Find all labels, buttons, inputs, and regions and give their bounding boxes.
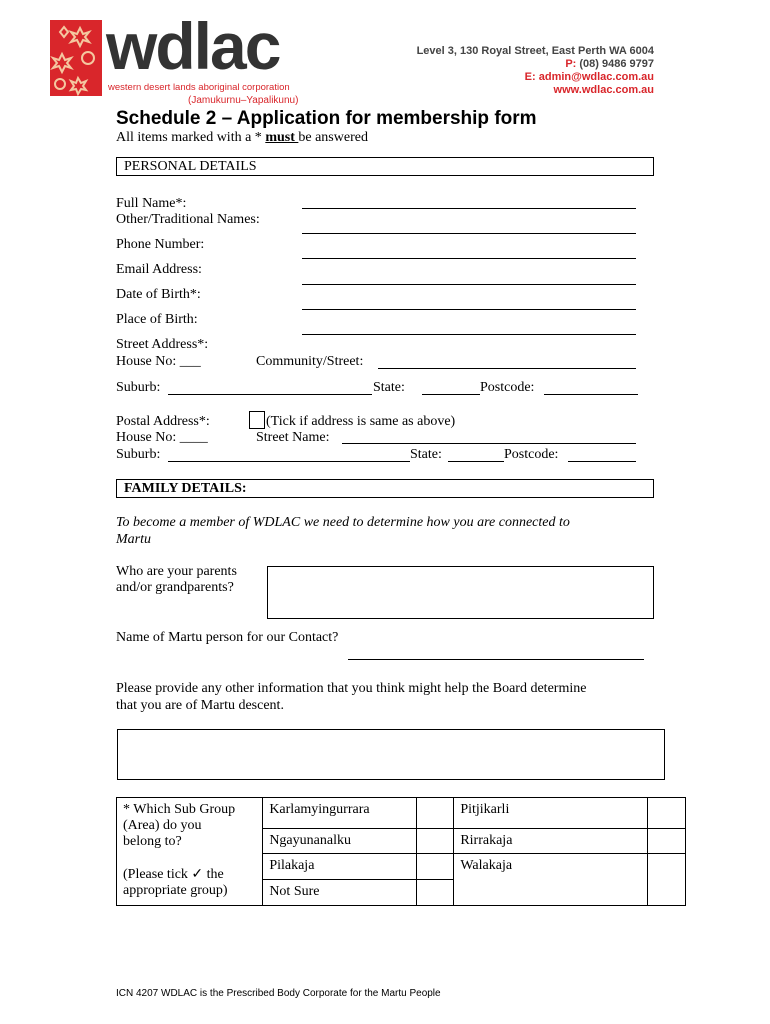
logo-mark-icon	[50, 20, 102, 96]
street-name-label: Street Name:	[256, 430, 330, 445]
email-line[interactable]	[302, 284, 636, 285]
personal-details-heading: PERSONAL DETAILS	[124, 159, 257, 174]
subgroup-table	[116, 797, 686, 906]
suburb-line[interactable]	[168, 394, 372, 395]
contact-phone: (08) 9486 9797	[579, 58, 654, 70]
required-note	[116, 130, 368, 146]
pob-label: Place of Birth:	[116, 312, 198, 327]
required-note-must: must	[265, 130, 299, 145]
parents-label-1: Who are your parents	[116, 564, 237, 579]
phone-label: Phone Number:	[116, 237, 205, 252]
email-label: Email Address:	[116, 262, 202, 277]
postal-postcode-label: Postcode:	[504, 447, 559, 462]
other-names-line[interactable]	[302, 233, 636, 234]
group-label: Ngayunanalku	[263, 829, 416, 854]
postcode-line[interactable]	[544, 394, 638, 395]
required-note-prefix: All items marked with a *	[116, 130, 266, 145]
contact-address: Level 3, 130 Royal Street, East Perth WA 6004	[416, 45, 654, 57]
postal-state-line[interactable]	[448, 461, 504, 462]
group-label: Karlamyingurrara	[263, 798, 416, 829]
phone-line[interactable]	[302, 258, 636, 259]
postal-suburb-label: Suburb:	[116, 447, 161, 462]
street-name-line[interactable]	[342, 443, 636, 444]
subgroup-q2: (Area) do you	[123, 818, 202, 833]
same-address-label: (Tick if address is same as above)	[266, 414, 456, 429]
community-line[interactable]	[378, 368, 636, 369]
contact-block	[417, 45, 654, 97]
other-names-label: Other/Traditional Names:	[116, 212, 260, 227]
community-label: Community/Street:	[256, 354, 364, 369]
contact-line[interactable]	[348, 659, 644, 660]
state-label: State:	[373, 380, 405, 395]
full-name-label: Full Name*:	[116, 196, 187, 211]
postal-postcode-line[interactable]	[568, 461, 636, 462]
logo-wordmark: wdlac	[106, 9, 280, 83]
subgroup-question-cell	[117, 798, 263, 906]
contact-website[interactable]: www.wdlac.com.au	[553, 84, 654, 96]
parents-textbox[interactable]	[267, 566, 654, 619]
subgroup-q3: belong to?	[123, 834, 182, 849]
family-details-heading: FAMILY DETAILS:	[124, 481, 247, 496]
postcode-label: Postcode:	[480, 380, 535, 395]
house-no-label: House No: ___	[116, 354, 201, 369]
parents-label-2: and/or grandparents?	[116, 580, 234, 595]
other-info-1: Please provide any other information that you think might help the Board determine	[116, 681, 587, 696]
postal-house-no-label: House No: ____	[116, 430, 208, 445]
logo	[50, 9, 310, 110]
group-tick-cell[interactable]	[648, 829, 686, 854]
subgroup-tick-1: (Please tick ✓ the	[123, 867, 224, 882]
contact-phone-row	[417, 58, 654, 71]
required-note-suffix: be answered	[298, 130, 368, 145]
street-address-label: Street Address*:	[116, 337, 209, 352]
contact-email-label: E:	[524, 71, 536, 83]
group-label: Pitjikarli	[454, 798, 648, 829]
logo-org-name: western desert lands aboriginal corporation	[108, 82, 290, 93]
group-label: Rirrakaja	[454, 829, 648, 854]
subgroup-q1: * Which Sub Group	[123, 802, 236, 817]
personal-details-header	[116, 157, 654, 176]
subgroup-tick-2: appropriate group)	[123, 883, 228, 898]
family-intro-2: Martu	[116, 532, 151, 547]
postal-suburb-line[interactable]	[168, 461, 410, 462]
full-name-line[interactable]	[302, 208, 636, 209]
postal-address-label: Postal Address*:	[116, 414, 210, 429]
group-label: Pilakaja	[263, 854, 416, 880]
dob-label: Date of Birth*:	[116, 287, 201, 302]
group-tick-cell[interactable]	[416, 829, 454, 854]
same-address-checkbox[interactable]	[249, 411, 265, 429]
dob-line[interactable]	[302, 309, 636, 310]
group-tick-cell[interactable]	[648, 798, 686, 829]
footer-text: ICN 4207 WDLAC is the Prescribed Body Corporate for the Martu People	[116, 988, 441, 999]
suburb-label: Suburb:	[116, 380, 161, 395]
page-title: Schedule 2 – Application for membership form	[116, 108, 537, 129]
state-line[interactable]	[422, 394, 480, 395]
contact-question: Name of Martu person for our Contact?	[116, 630, 339, 645]
other-info-textbox[interactable]	[117, 729, 665, 780]
contact-phone-label: P:	[565, 58, 577, 70]
contact-email-row	[417, 71, 654, 84]
group-label: Not Sure	[263, 880, 416, 906]
group-tick-cell[interactable]	[416, 854, 454, 880]
postal-state-label: State:	[410, 447, 442, 462]
group-tick-cell[interactable]	[648, 854, 686, 906]
group-label: Walakaja	[454, 854, 648, 906]
logo-subtitle: (Jamukurnu–Yapalikunu)	[188, 95, 299, 106]
family-details-header	[116, 479, 654, 498]
family-intro: To become a member of WDLAC we need to determine how you are connected to	[116, 515, 570, 530]
pob-line[interactable]	[302, 334, 636, 335]
group-tick-cell[interactable]	[416, 880, 454, 906]
group-tick-cell[interactable]	[416, 798, 454, 829]
other-info-2: that you are of Martu descent.	[116, 698, 284, 713]
contact-email[interactable]: admin@wdlac.com.au	[538, 71, 654, 83]
